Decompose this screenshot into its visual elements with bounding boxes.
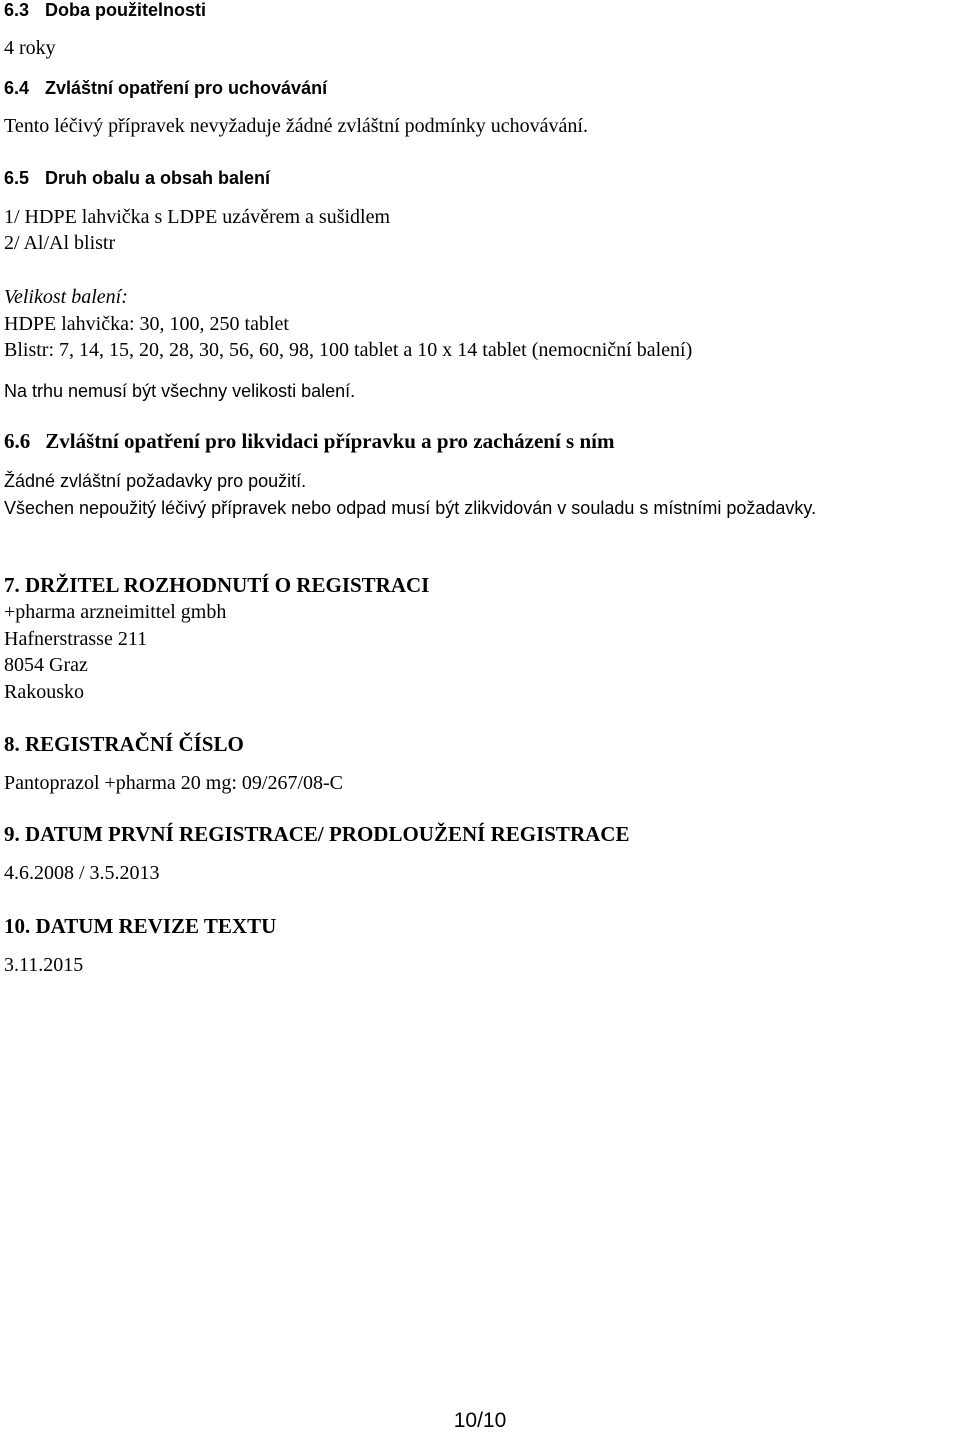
section-number: 6.6 [4,429,31,453]
page-number: 10/10 [453,1409,507,1432]
section-number: 10. [4,914,31,938]
holder-name: +pharma arzneimittel gmbh [4,601,227,623]
holder-country: Rakousko [4,681,84,703]
section-title: Doba použitelnosti [45,0,207,20]
section-title: DRŽITEL ROZHODNUTÍ O REGISTRACI [25,573,430,597]
holder-city: 8054 Graz [4,654,88,676]
registration-dates: 4.6.2008 / 3.5.2013 [4,862,160,884]
heading-6-3 [4,0,206,22]
section-title: Druh obalu a obsah balení [45,168,271,188]
pack-size-blister: Blistr: 7, 14, 15, 20, 28, 30, 56, 60, 98, 100 tablet a 10 x 14 tablet (nemocniční balení) [4,339,693,361]
storage-text: Tento léčivý přípravek nevyžaduje žádné zvláštní podmínky uchovávání. [4,115,588,137]
shelf-life-text: 4 roky [4,37,56,59]
section-number: 6.3 [4,0,30,20]
section-number: 7. [4,573,20,597]
container-line-2: 2/ Al/Al blistr [4,232,116,254]
section-number: 6.4 [4,78,30,98]
heading-6-4 [4,76,327,100]
pack-size-bottle: HDPE lahvička: 30, 100, 250 tablet [4,313,289,335]
disposal-line-1: Žádné zvláštní požadavky pro použití. [4,471,307,491]
registration-number: Pantoprazol +pharma 20 mg: 09/267/08-C [4,772,344,794]
heading-8 [4,732,244,756]
heading-6-5 [4,166,270,190]
section-title: DATUM REVIZE TEXTU [35,914,277,938]
disposal-line-2: Všechen nepoužitý léčivý přípravek nebo odpad musí být zlikvidován v souladu s místními požadavky. [4,498,817,518]
section-title: DATUM PRVNÍ REGISTRACE/ PRODLOUŽENÍ REGISTRACE [25,822,630,846]
heading-10 [4,914,276,938]
heading-9 [4,822,629,846]
pack-size-heading: Velikost balení: [4,286,128,308]
section-number: 6.5 [4,168,30,188]
section-title: REGISTRAČNÍ ČÍSLO [25,732,244,756]
section-number: 8. [4,732,20,756]
heading-7 [4,573,429,597]
revision-date: 3.11.2015 [4,954,84,976]
section-title: Zvláštní opatření pro likvidaci přípravku a pro zacházení s ním [45,429,615,453]
container-line-1: 1/ HDPE lahvička s LDPE uzávěrem a sušidlem [4,206,391,228]
section-title: Zvláštní opatření pro uchovávání [45,78,328,98]
heading-6-6 [4,429,614,453]
section-number: 9. [4,822,20,846]
holder-street: Hafnerstrasse 211 [4,628,148,650]
pack-size-note: Na trhu nemusí být všechny velikosti balení. [4,381,356,401]
